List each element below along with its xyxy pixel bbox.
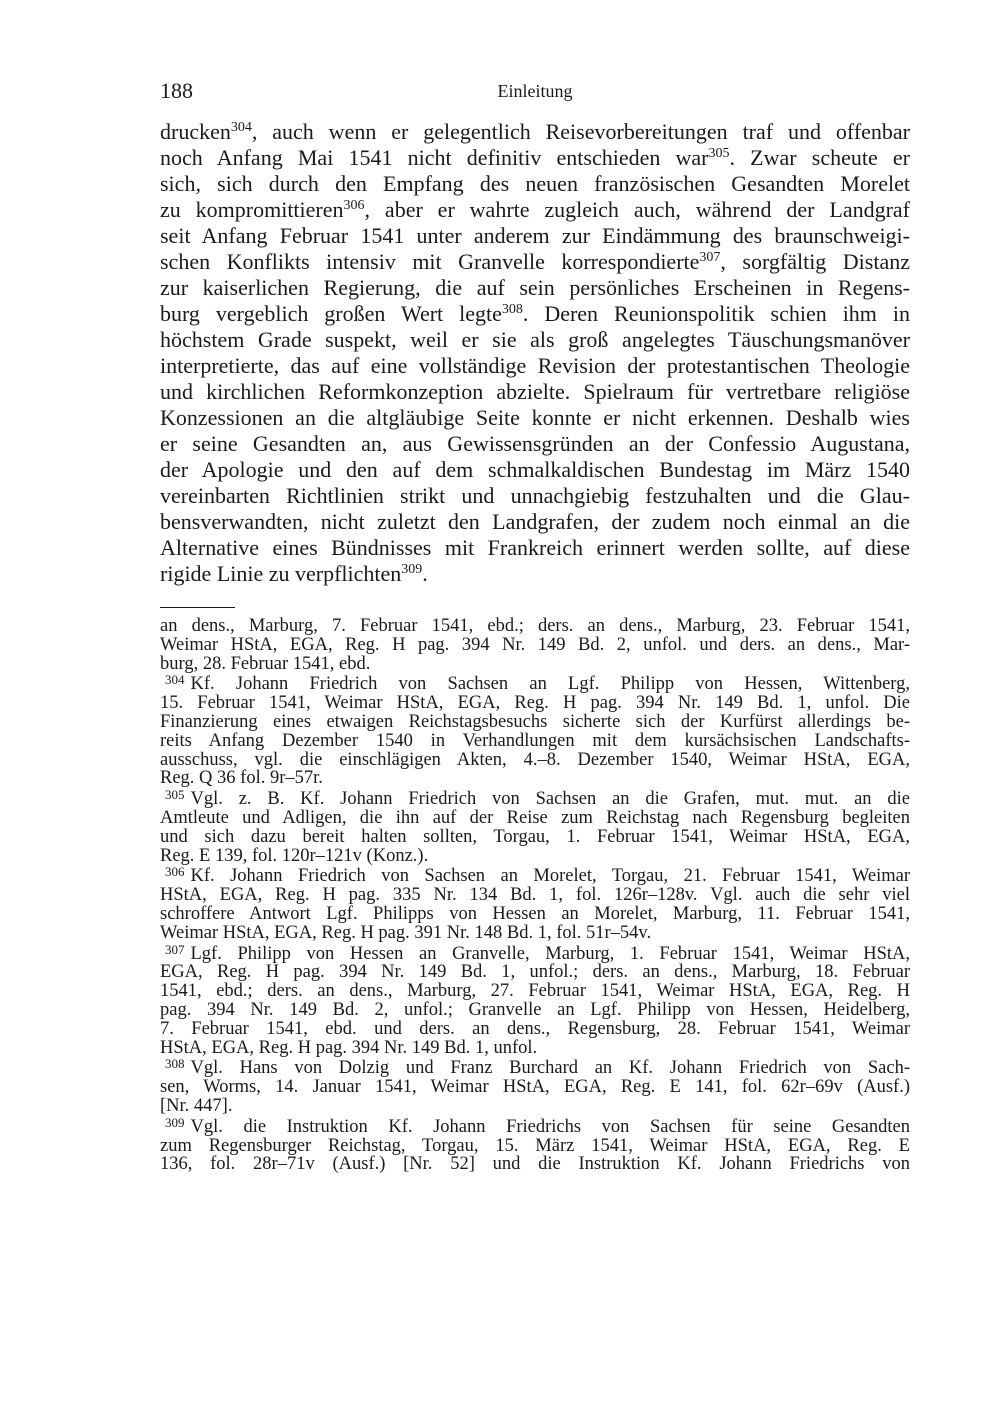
text-segment: der Apologie und den auf dem schmalkaldischen Bundestag im März 1540 — [160, 457, 910, 482]
text-segment: zur kaiserlichen Regierung, die auf sein persönliches Erscheinen in Regens- — [160, 275, 910, 300]
text-segment: rigide Linie zu verpflichten — [160, 561, 402, 586]
text-segment: und kirchlichen Reformkonzeption abzielte. Spielraum für vertretbare religiöse — [160, 379, 910, 404]
footnote — [160, 941, 910, 1058]
text-segment: zu kompromittieren — [160, 197, 344, 222]
footnote-reference: 307 — [699, 250, 721, 265]
text-segment: burg vergeblich großen Wert legte — [160, 301, 502, 326]
footnote-line — [160, 1039, 910, 1058]
footnote-text: Kf. Johann Friedrich von Sachsen an Lgf. Philipp von Hessen, Wittenberg, — [190, 674, 910, 695]
footnote-line — [160, 924, 910, 943]
footnote-line — [160, 751, 910, 770]
text-segment: . Zwar scheute er — [729, 145, 910, 170]
footnote-line — [160, 963, 910, 982]
footnote-text: burg, 28. Februar 1541, ebd. — [160, 653, 371, 674]
footnote-text: und sich dazu bereit halten sollten, Torgau, 1. Februar 1541, Weimar HStA, EGA, — [160, 826, 910, 847]
footnote-number: 307 — [165, 941, 185, 957]
footnote-text: HStA, EGA, Reg. H pag. 394 Nr. 149 Bd. 1, unfol. — [160, 1037, 538, 1058]
text-line — [160, 509, 910, 535]
text-line — [160, 431, 910, 457]
footnote-text: 7. Februar 1541, ebd. und ders. an dens., Regensburg, 28. Februar 1541, Weimar — [160, 1018, 910, 1039]
footnote-text: Kf. Johann Friedrich von Sachsen an Morelet, Torgau, 21. Februar 1541, Weimar — [190, 866, 910, 887]
footnote-text: EGA, Reg. H pag. 394 Nr. 149 Bd. 1, unfol.; ders. an dens., Marburg, 18. Februar — [160, 962, 910, 983]
text-line — [160, 249, 910, 275]
footnote-text: Vgl. die Instruktion Kf. Johann Friedrichs von Sachsen für seine Gesandten — [190, 1116, 910, 1137]
footnote-number: 308 — [165, 1056, 185, 1072]
footnote-line — [160, 941, 910, 964]
footnote-line — [160, 847, 910, 866]
footnote-text: schroffere Antwort Lgf. Philipps von Hessen an Morelet, Marburg, 11. Februar 1541, — [160, 903, 910, 924]
footnote-text: pag. 394 Nr. 149 Bd. 2, unfol.; Granvelle an Lgf. Philipp von Hessen, Heidelberg, — [160, 999, 910, 1020]
footnote-line — [160, 672, 910, 695]
footnote-line — [160, 636, 910, 655]
footnote — [160, 1114, 910, 1175]
footnote — [160, 864, 910, 943]
footnote-text: 15. Februar 1541, Weimar HStA, EGA, Reg. H pag. 394 Nr. 149 Bd. 1, unfol. Die — [160, 693, 910, 714]
text-segment: schen Konflikts intensiv mit Granvelle korrespondierte — [160, 249, 700, 274]
footnote-text: Reg. E 139, fol. 120r–121v (Konz.). — [160, 845, 429, 866]
text-segment: er seine Gesandten an, aus Gewissensgründen an der Confessio Augustana, — [160, 431, 910, 456]
footnote-text: zum Regensburger Reichstag, Torgau, 15. März 1541, Weimar HStA, EGA, Reg. E — [160, 1135, 910, 1156]
footnote-line — [160, 864, 910, 887]
page-number: 188 — [160, 78, 193, 103]
footnote-line — [160, 787, 910, 810]
text-segment: noch Anfang Mai 1541 nicht definitiv entschieden war — [160, 145, 709, 170]
footnote-text: Finanzierung eines etwaigen Reichstagsbesuchs sicherte sich der Kurfürst allerdings be- — [160, 711, 910, 732]
footnotes — [160, 617, 910, 1176]
text-segment: höchstem Grade suspekt, weil er sie als groß angelegtes Täuschungsmanöver — [160, 327, 910, 352]
footnote — [160, 617, 910, 673]
text-line — [160, 457, 910, 483]
footnote-text: 136, fol. 28r–71v (Ausf.) [Nr. 52] und die Instruktion Kf. Johann Friedrichs von — [160, 1154, 910, 1175]
text-line — [160, 301, 910, 327]
footnote-reference: 308 — [501, 302, 523, 317]
footnote-line — [160, 1114, 910, 1137]
footnote-text: an dens., Marburg, 7. Februar 1541, ebd.; ders. an dens., Marburg, 23. Februar 1541, — [160, 616, 910, 636]
text-line — [160, 535, 910, 561]
footnote-text: [Nr. 447]. — [160, 1095, 233, 1116]
footnote-text: HStA, EGA, Reg. H pag. 335 Nr. 134 Bd. 1, fol. 126r–128v. Vgl. auch die sehr viel — [160, 885, 910, 906]
footnote-text: reits Anfang Dezember 1540 in Verhandlungen mit dem kursächsischen Landschafts- — [160, 730, 910, 751]
footnote-separator — [160, 607, 235, 608]
footnote-text: 1541, ebd.; ders. an dens., Marburg, 27. Februar 1541, Weimar HStA, EGA, Reg. H — [160, 981, 910, 1002]
footnote-text: sen, Worms, 14. Januar 1541, Weimar HStA, EGA, Reg. E 141, fol. 62r–69v (Ausf.) — [160, 1077, 910, 1098]
footnote-text: Vgl. z. B. Kf. Johann Friedrich von Sachsen an die Grafen, mut. mut. an die — [190, 789, 910, 810]
running-head: Einleitung — [497, 81, 573, 101]
text-segment: , sorgfältig Distanz — [720, 249, 910, 274]
text-segment: sich, sich durch den Empfang des neuen französischen Gesandten Morelet — [160, 171, 910, 196]
footnote-line — [160, 809, 910, 828]
text-segment: vereinbarten Richtlinien strikt und unnachgiebig festzuhalten und die Glau- — [160, 483, 910, 508]
text-segment: drucken — [160, 119, 231, 144]
footnote-line — [160, 1155, 910, 1174]
text-segment: seit Anfang Februar 1541 unter anderem zur Eindämmung des braunschweigi- — [160, 223, 910, 248]
footnote-line — [160, 732, 910, 751]
footnote-line — [160, 617, 910, 636]
text-segment: bensverwandten, nicht zuletzt den Landgrafen, der zudem noch einmal an die — [160, 509, 910, 534]
footnote-line — [160, 1137, 910, 1156]
text-segment: Konzessionen an die altgläubige Seite konnte er nicht erkennen. Deshalb wies — [160, 405, 910, 430]
footnote-reference: 304 — [230, 120, 252, 135]
footnote-line — [160, 828, 910, 847]
footnote-text: ausschuss, vgl. die einschlägigen Akten, 4.–8. Dezember 1540, Weimar HStA, EGA, — [160, 749, 910, 770]
footnote-line — [160, 982, 910, 1001]
footnote-text: Vgl. Hans von Dolzig und Franz Burchard an Kf. Johann Friedrich von Sach- — [190, 1058, 910, 1079]
footnote — [160, 787, 910, 866]
footnote-reference: 309 — [401, 562, 423, 577]
text-line — [160, 119, 910, 145]
text-line — [160, 561, 910, 587]
footnote — [160, 1056, 910, 1116]
footnote-text: Weimar HStA, EGA, Reg. H pag. 394 Nr. 149 Bd. 2, unfol. und ders. an dens., Mar- — [160, 634, 910, 655]
footnote-line — [160, 1097, 910, 1116]
footnote-number: 309 — [165, 1114, 185, 1130]
text-line — [160, 145, 910, 171]
main-text — [160, 119, 910, 587]
text-segment: Alternative eines Bündnisses mit Frankreich erinnert werden sollte, auf diese — [160, 535, 910, 560]
footnote-line — [160, 1020, 910, 1039]
text-segment: , aber er wahrte zugleich auch, während der Landgraf — [364, 197, 911, 222]
footnote-text: Lgf. Philipp von Hessen an Granvelle, Marburg, 1. Februar 1541, Weimar HStA, — [190, 943, 910, 964]
footnote-text: Amtleute und Adligen, die ihn auf der Reise zum Reichstag nach Regensburg begleiten — [160, 807, 910, 828]
text-line — [160, 327, 910, 353]
footnote-line — [160, 1056, 910, 1079]
footnote-text: Reg. Q 36 fol. 9r–57r. — [160, 768, 323, 789]
text-line — [160, 171, 910, 197]
text-segment: . — [422, 561, 428, 586]
footnote-line — [160, 713, 910, 732]
text-segment: , auch wenn er gelegentlich Reisevorbereitungen traf und offenbar — [251, 119, 910, 144]
footnote-line — [160, 905, 910, 924]
text-line — [160, 405, 910, 431]
text-line — [160, 275, 910, 301]
footnote-line — [160, 1001, 910, 1020]
footnote-reference: 306 — [343, 198, 365, 213]
footnote-text: Weimar HStA, EGA, Reg. H pag. 391 Nr. 148 Bd. 1, fol. 51r–54v. — [160, 922, 652, 943]
text-line — [160, 197, 910, 223]
text-line — [160, 483, 910, 509]
footnote-line — [160, 1078, 910, 1097]
text-line — [160, 223, 910, 249]
text-segment: . Deren Reunionspolitik schien ihm in — [522, 301, 910, 326]
footnote — [160, 672, 910, 789]
footnote-line — [160, 769, 910, 788]
page-header — [160, 78, 910, 108]
text-line — [160, 353, 910, 379]
footnote-number: 306 — [165, 864, 185, 880]
footnote-line — [160, 694, 910, 713]
footnote-number: 304 — [165, 672, 185, 688]
footnote-number: 305 — [165, 787, 185, 803]
footnote-reference: 305 — [708, 146, 730, 161]
text-segment: interpretierte, das auf eine vollständige Revision der protestantischen Theologie — [160, 353, 910, 378]
footnote-line — [160, 655, 910, 674]
text-line — [160, 379, 910, 405]
footnote-line — [160, 886, 910, 905]
